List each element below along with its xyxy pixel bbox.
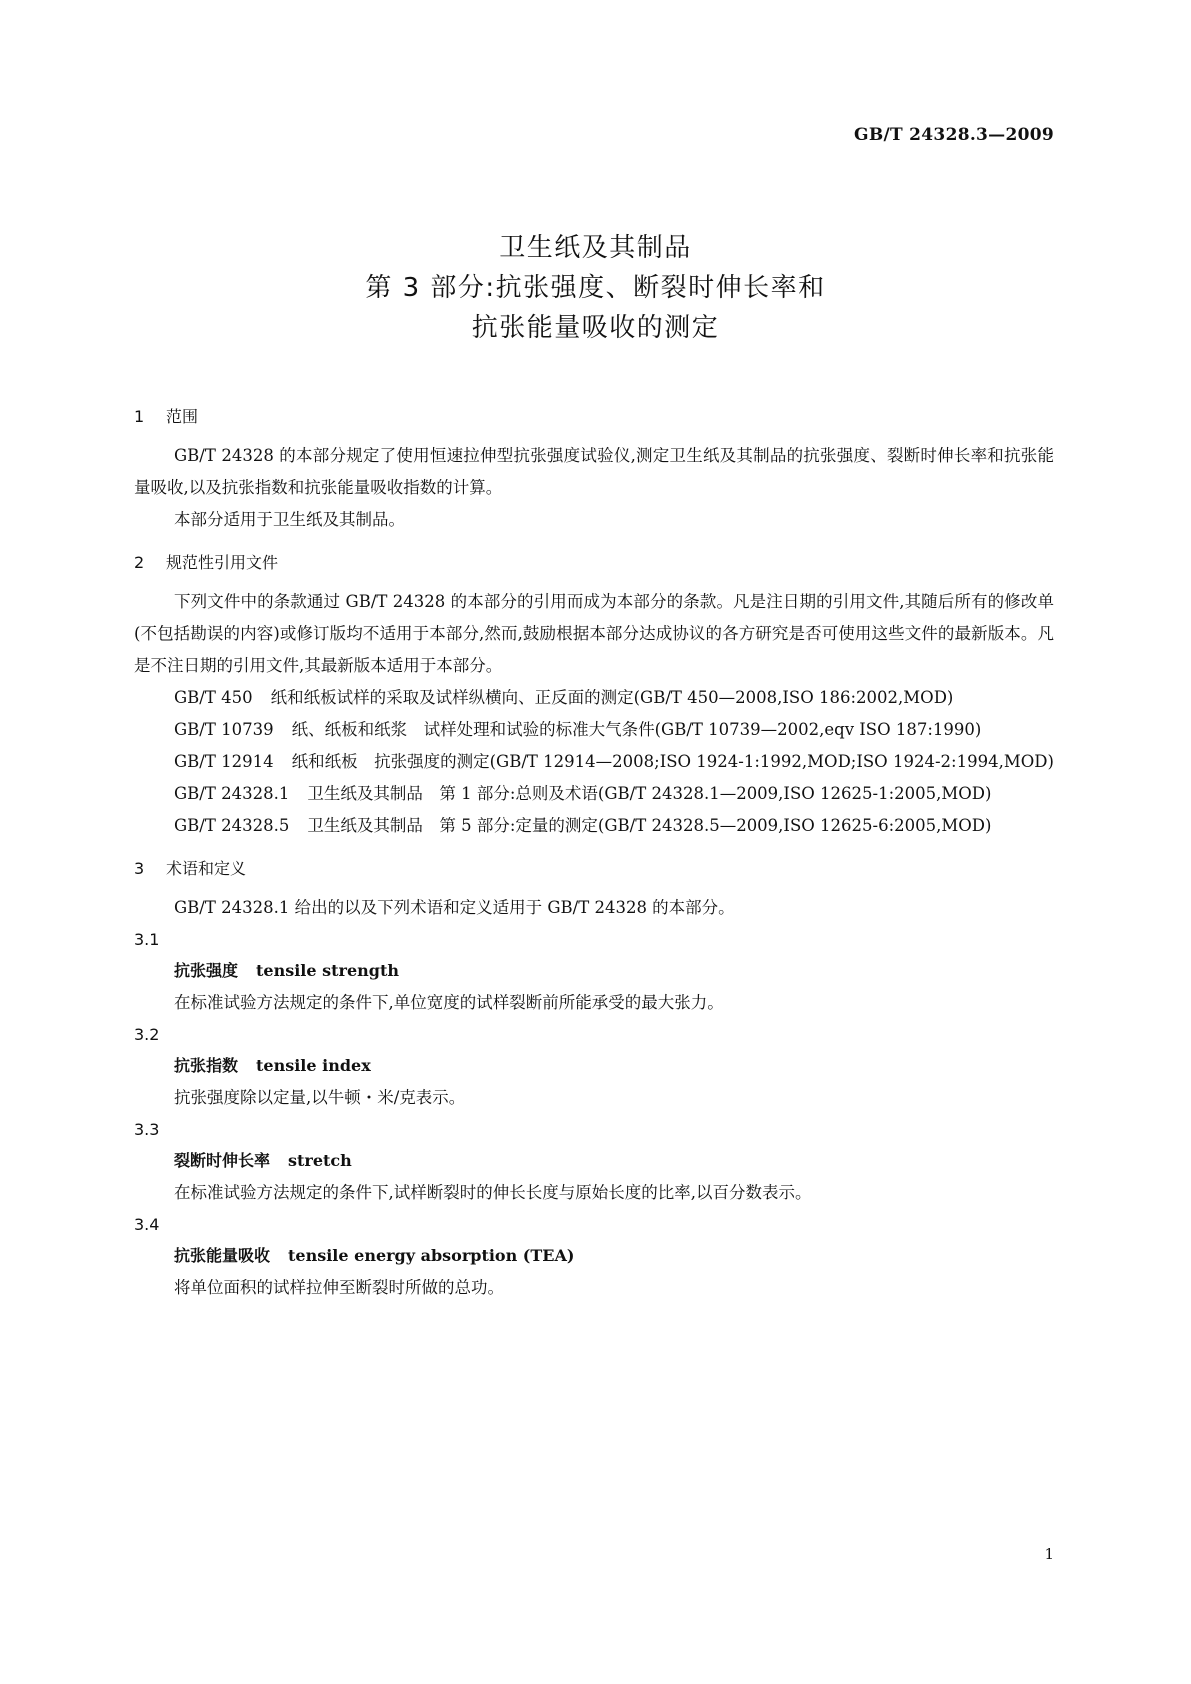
reference-text: 卫生纸及其制品 第 1 部分:总则及术语(GB/T 24328.1—2009,ISO 12625-1:2005,MOD) — [307, 784, 992, 803]
term-number: 3.4 — [134, 1215, 160, 1234]
page-number: 1 — [1044, 1545, 1054, 1563]
term-en: tensile strength — [256, 961, 399, 980]
reference-text: 纸和纸板 抗张强度的测定(GB/T 12914—2008;ISO 1924-1:1992,MOD;ISO 1924-2:1994,MOD) — [291, 752, 1054, 771]
document-title — [0, 228, 1191, 348]
term-zh: 抗张指数 — [174, 1056, 239, 1075]
section-heading-normative-references — [134, 550, 1054, 576]
reference-item — [134, 778, 1054, 810]
term-definition: 在标准试验方法规定的条件下,单位宽度的试样裂断前所能承受的最大张力。 — [174, 993, 724, 1012]
reference-item — [134, 746, 1054, 778]
reference-item — [134, 714, 1054, 746]
document-body — [134, 404, 1054, 1304]
references-intro: 下列文件中的条款通过 GB/T 24328 的本部分的引用而成为本部分的条款。凡是注日期的引用文件,其随后所有的修改单(不包括勘误的内容)或修订版均不适用于本部分,然而,鼓励根据本部分达成协议的各方研究是否可使用这些文件的最新版本。凡是不注日期的引用文件,其最新版本适用于本部分。 — [134, 592, 1054, 675]
term-en: tensile energy absorption (TEA) — [288, 1246, 575, 1265]
scope-applicability: 本部分适用于卫生纸及其制品。 — [174, 510, 405, 529]
title-line-3: 抗张能量吸收的测定 — [471, 313, 720, 343]
term-definition: 在标准试验方法规定的条件下,试样断裂时的伸长长度与原始长度的比率,以百分数表示。 — [174, 1183, 812, 1202]
reference-item — [134, 682, 1054, 714]
term-number: 3.3 — [134, 1120, 160, 1139]
term-zh: 抗张强度 — [174, 961, 239, 980]
title-line-2: 第 3 部分:抗张强度、断裂时伸长率和 — [365, 273, 826, 303]
term-number: 3.1 — [134, 930, 160, 949]
term-zh: 裂断时伸长率 — [174, 1151, 271, 1170]
reference-text: 纸和纸板试样的采取及试样纵横向、正反面的测定(GB/T 450—2008,ISO 186:2002,MOD) — [270, 688, 954, 707]
section-number: 3 — [134, 859, 145, 878]
reference-text: 卫生纸及其制品 第 5 部分:定量的测定(GB/T 24328.5—2009,ISO 12625-6:2005,MOD) — [307, 816, 992, 835]
reference-code: GB/T 24328.5 — [174, 816, 290, 835]
term-title — [174, 1145, 1054, 1177]
section-heading-scope — [134, 404, 1054, 430]
term-title — [174, 1050, 1054, 1082]
reference-item — [134, 810, 1054, 842]
section-title: 规范性引用文件 — [166, 553, 279, 572]
section-number: 2 — [134, 553, 145, 572]
section-title: 术语和定义 — [166, 859, 247, 878]
term-en: tensile index — [256, 1056, 371, 1075]
section-number: 1 — [134, 407, 145, 426]
term-number: 3.2 — [134, 1025, 160, 1044]
term-zh: 抗张能量吸收 — [174, 1246, 271, 1265]
document-number: GB/T 24328.3—2009 — [854, 125, 1054, 145]
term-en: stretch — [288, 1151, 352, 1170]
reference-text: 纸、纸板和纸浆 试样处理和试验的标准大气条件(GB/T 10739—2002,eqv ISO 187:1990) — [291, 720, 982, 739]
term-title — [174, 1240, 1054, 1272]
reference-code: GB/T 450 — [174, 688, 253, 707]
title-line-1: 卫生纸及其制品 — [499, 233, 692, 263]
scope-paragraph: GB/T 24328 的本部分规定了使用恒速拉伸型抗张强度试验仪,测定卫生纸及其制品的抗张强度、裂断时伸长率和抗张能量吸收,以及抗张指数和抗张能量吸收指数的计算。 — [134, 446, 1054, 497]
reference-code: GB/T 24328.1 — [174, 784, 290, 803]
terms-intro: GB/T 24328.1 给出的以及下列术语和定义适用于 GB/T 24328 的本部分。 — [174, 898, 735, 917]
term-definition: 抗张强度除以定量,以牛顿・米/克表示。 — [174, 1088, 466, 1107]
term-title — [174, 955, 1054, 987]
section-heading-terms — [134, 856, 1054, 882]
reference-code: GB/T 12914 — [174, 752, 274, 771]
term-definition: 将单位面积的试样拉伸至断裂时所做的总功。 — [174, 1278, 504, 1297]
reference-code: GB/T 10739 — [174, 720, 274, 739]
section-title: 范围 — [166, 407, 199, 426]
